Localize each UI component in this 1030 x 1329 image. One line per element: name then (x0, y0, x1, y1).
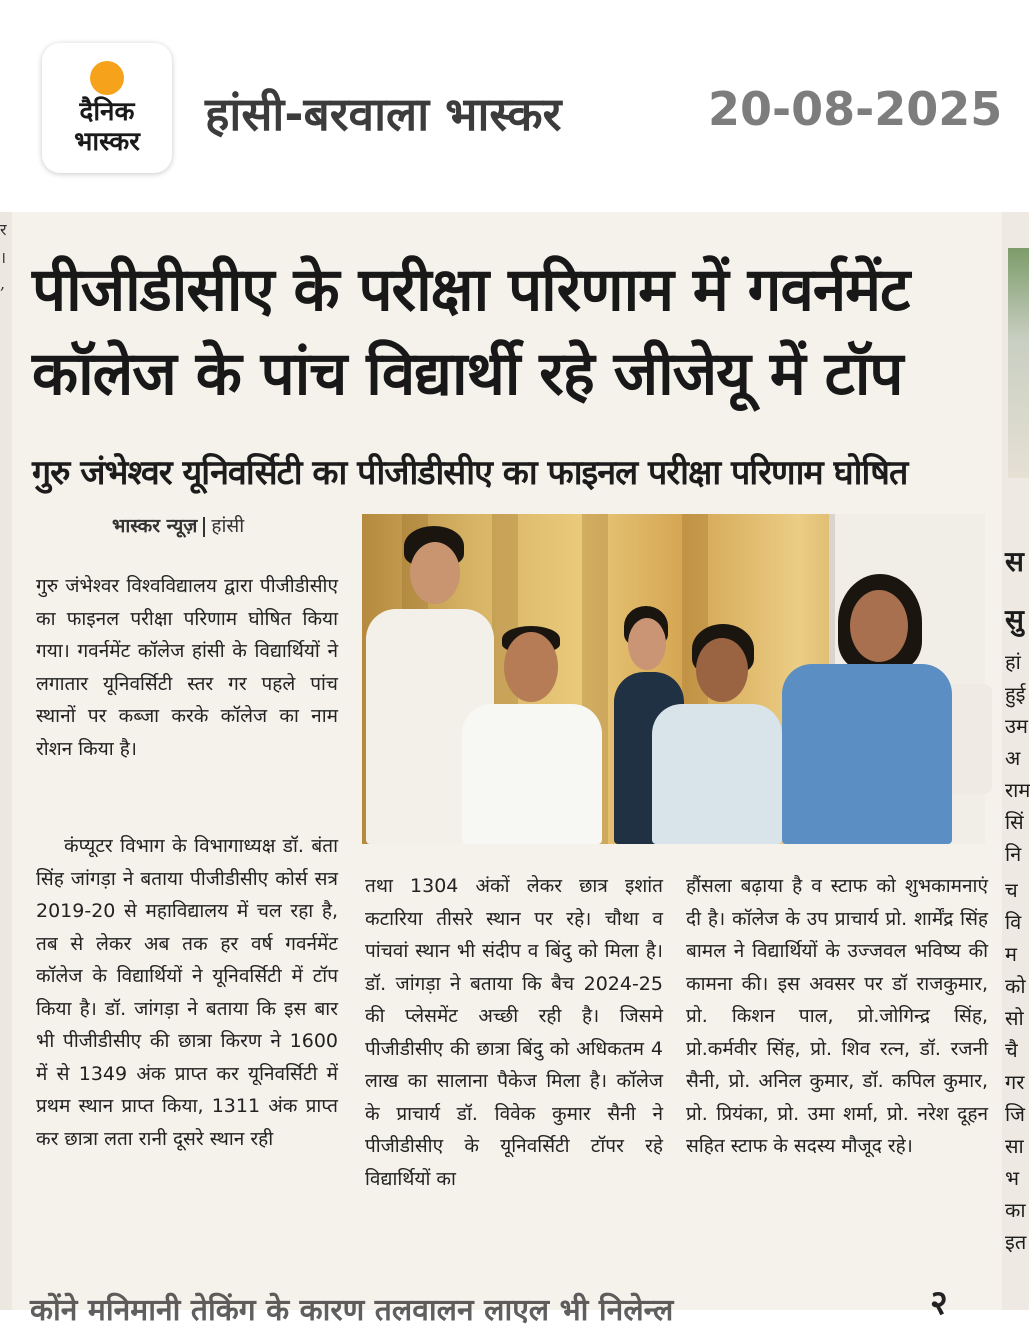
fragment: सा (1005, 1134, 1024, 1158)
sun-icon (90, 61, 124, 95)
headline-line-1: पीजीडीसीए के परीक्षा परिणाम में गवर्नमेंट (32, 255, 910, 325)
headline-line-2: कॉलेज के पांच विद्यार्थी रहे जीजेयू में टॉप (32, 339, 903, 409)
fragment: सु (1005, 603, 1024, 636)
fragment: राम (1005, 778, 1030, 802)
fragment: उम (1005, 714, 1028, 738)
byline-agency: भास्कर न्यूज़ (112, 515, 198, 537)
article-column-1 (36, 830, 338, 1155)
fragment: जि (1005, 1102, 1026, 1126)
fragment: गर (1005, 1070, 1025, 1094)
fragment: । (0, 248, 7, 267)
app-header (0, 0, 1029, 200)
fragment: इत (1005, 1230, 1027, 1254)
subheadline: गुरु जंभेश्वर यूनिवर्सिटी का पीजीडीसीए का फाइनल परीक्षा परिणाम घोषित (32, 453, 908, 493)
fragment: नि (1005, 842, 1022, 866)
adjacent-photo-edge (1008, 248, 1029, 478)
article-column-2 (365, 870, 663, 1195)
newspaper-clipping (0, 212, 1030, 1328)
byline-place: हांसी (211, 515, 245, 537)
article-paragraph: गुरु जंभेश्वर विश्वविद्यालय द्वारा पीजीडीसीए का फाइनल परीक्षा परिणाम घोषित किया गया। गवर्नमेंट कॉलेज हांसी के विद्यार्थियों ने लगातार यूनिवर्सिटी स्तर गर पहले पांच स्थानों पर कब्जा करके कॉलेज का नाम रोशन किया है। (36, 575, 338, 760)
byline-divider (203, 517, 205, 537)
edition-date: 20-08-2025 (708, 82, 1003, 136)
right-adjacent-column (1002, 212, 1029, 1310)
edition-title: हांसी-बरवाला भास्कर (205, 87, 562, 141)
logo-text-line2: भास्कर (74, 127, 140, 157)
next-article-teaser: कोंने मनिमानी तेकिंग के कारण तलवालन लाएल भी निलेन्ल (30, 1293, 674, 1328)
fragment: का (1005, 1198, 1026, 1222)
fragment: वि (1005, 910, 1022, 934)
fragment: अ (1005, 746, 1021, 770)
news-photo[interactable] (362, 514, 985, 844)
fragment: चै (1005, 1038, 1018, 1062)
fragment: र (0, 220, 7, 239)
article-paragraph: हौंसला बढ़ाया है व स्टाफ को शुभकामनाएं दी है। कॉलेज के उप प्राचार्य प्रो. शार्मेंद्र सिंह बामल ने विद्यार्थियों के उज्जवल भविष्य की कामना की। इस अवसर पर डॉ राजकुमार, प्रो. किशन पाल, प्रो.जोगिन्द्र सिंह, प्रो.कर्मवीर सिंह, प्रो. शिव रत्न, डॉ. रजनी सैनी, प्रो. अनिल कुमार, डॉ. कपिल कुमार, प्रो. प्रियंका, प्रो. उमा शर्मा, प्रो. नरेश दूहन सहित स्टाफ के सदस्य मौजूद रहे। (686, 875, 988, 1157)
byline (112, 512, 244, 538)
fragment: हां (1005, 650, 1021, 674)
fragment: हुई (1005, 682, 1026, 706)
next-article-mark: २ (930, 1283, 948, 1323)
article-paragraph: कंप्यूटर विभाग के विभागाध्यक्ष डॉ. बंता सिंह जांगड़ा ने बताया पीजीडीसीए कोर्स सत्र 2019-20 से महाविद्यालय में चल रहा है, तब से लेकर अब तक हर वर्ष गवर्नमेंट कॉलेज के विद्यार्थियों ने यूनिवर्सिटी में टॉप किया है। डॉ. जांगड़ा ने बताया कि इस बार भी पीजीडीसीए की छात्रा किरण ने 1600 में से 1349 अंक प्राप्त कर यूनिवर्सिटी में प्रथम स्थान प्राप्त किया, 1311 अंक प्राप्त कर छात्रा लता रानी दूसरे स्थान रही (36, 835, 338, 1150)
fragment: स (1005, 545, 1024, 578)
article-paragraph: तथा 1304 अंकों लेकर छात्र इशांत कटारिया तीसरे स्थान पर रहे। चौथा व पांचवां स्थान भी संदीप व बिंदु को मिला है। डॉ. जांगड़ा ने बताया कि बैच 2024-25 की प्लेसमेंट अच्छी रही है। जिसमे पीजीडीसीए की छात्रा बिंदु को अधिकतम 4 लाख का सालाना पैकेज मिला है। कॉलेज के प्राचार्य डॉ. विवेक कुमार सैनी ने पीजीडीसीए के यूनिवर्सिटी टॉपर रहे विद्यार्थियों का (365, 875, 663, 1190)
fragment: च (1005, 878, 1018, 902)
logo-text-line1: दैनिक (79, 97, 135, 127)
fragment: सिं (1005, 810, 1024, 834)
left-adjacent-column (0, 212, 12, 1310)
fragment: , (0, 274, 6, 293)
fragment: म (1005, 942, 1017, 966)
article-column-1-intro (36, 570, 338, 765)
fragment: भ (1005, 1166, 1020, 1190)
fragment: सो (1005, 1006, 1024, 1030)
dainik-bhaskar-logo[interactable] (42, 43, 172, 173)
fragment: को (1005, 974, 1026, 998)
article-column-3 (686, 870, 988, 1163)
